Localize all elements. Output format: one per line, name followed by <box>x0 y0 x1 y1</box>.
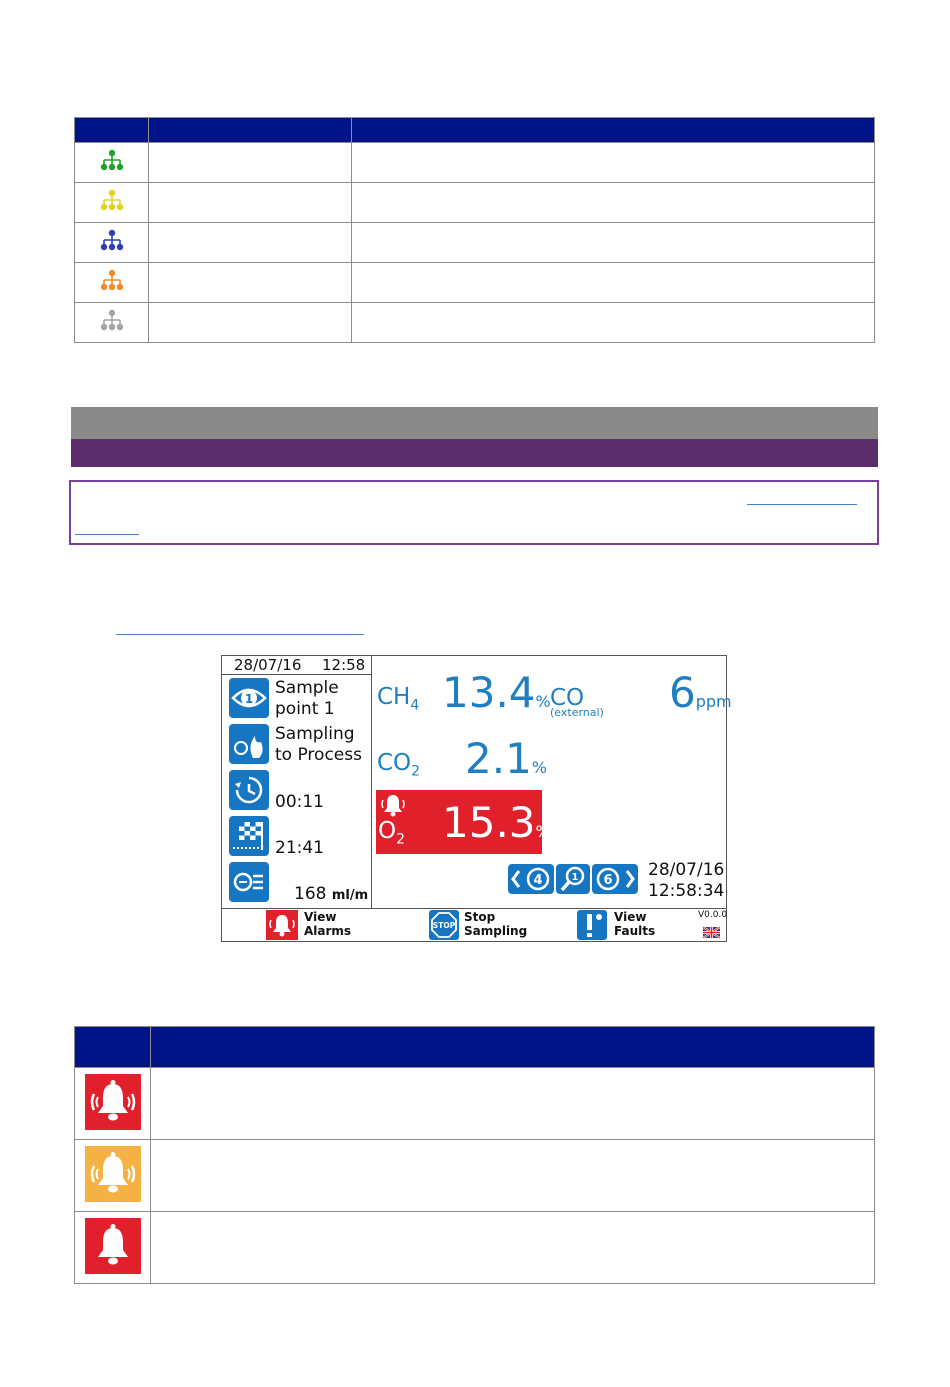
ch4-name: CH <box>377 684 411 710</box>
stop-sampling-icon-button[interactable] <box>429 910 459 940</box>
table-cell <box>352 303 875 343</box>
sample-point-line2: point 1 <box>275 699 335 719</box>
table-header-cell <box>149 118 352 143</box>
clock-date: 28/07/16 <box>648 860 725 880</box>
subsection-heading-bar <box>71 439 878 467</box>
table-cell <box>149 223 352 263</box>
icon-cell <box>75 1212 151 1284</box>
search-number: 1 <box>571 872 579 883</box>
mode-line1: Sampling <box>275 724 355 744</box>
table-row <box>75 1212 875 1284</box>
stop-sampling-line2: Sampling <box>464 924 528 938</box>
table-header-cell <box>75 118 149 143</box>
alarm-bell-ringing-icon <box>85 1146 141 1202</box>
stop-icon-text: STOP <box>432 921 456 930</box>
pump-flow-icon <box>229 862 269 902</box>
stop-sampling-button[interactable] <box>464 910 527 938</box>
icon-cell <box>75 183 149 223</box>
note-box <box>69 480 879 545</box>
o2-value: 15.3 <box>442 798 536 847</box>
cross-reference-link[interactable] <box>747 504 857 505</box>
network-icon <box>100 158 124 177</box>
ch4-reading <box>442 668 551 727</box>
icon-cell <box>75 303 149 343</box>
flow-number: 168 <box>294 884 327 904</box>
o2-name: O <box>378 818 397 844</box>
section-heading-bar <box>71 407 878 439</box>
icon-cell <box>75 263 149 303</box>
table-cell <box>352 263 875 303</box>
view-faults-line1: View <box>614 910 647 924</box>
table-header-row <box>75 118 875 143</box>
co2-label <box>377 750 420 780</box>
co2-value: 2.1 <box>465 734 532 783</box>
view-faults-button[interactable] <box>614 910 655 938</box>
o2-unit: % <box>535 822 551 841</box>
flow-unit: ml/m <box>331 888 369 903</box>
table-cell <box>352 183 875 223</box>
o2-reading <box>442 798 551 857</box>
table-row <box>75 183 875 223</box>
eye-icon <box>229 678 269 718</box>
o2-label <box>378 818 405 848</box>
prev-number: 4 <box>533 873 543 888</box>
screen-date: 28/07/16 <box>234 656 302 674</box>
co-label: CO <box>550 685 585 711</box>
alarm-icon-table <box>74 1026 875 1284</box>
view-alarms-icon-button[interactable] <box>266 910 298 940</box>
view-faults-line2: Faults <box>614 924 656 938</box>
o2-alarm-panel[interactable] <box>376 790 551 854</box>
view-alarms-button[interactable] <box>304 910 351 938</box>
next-point-button[interactable] <box>592 864 638 894</box>
sample-point-line1: Sample <box>275 678 339 698</box>
view-alarms-line2: Alarms <box>304 924 352 938</box>
table-row <box>75 263 875 303</box>
table-cell <box>151 1212 875 1284</box>
previous-point-button[interactable] <box>508 864 554 894</box>
co-reading <box>669 668 732 727</box>
table-cell <box>352 143 875 183</box>
sampling-mode-button[interactable] <box>229 724 269 764</box>
alarm-bell-ringing-icon <box>85 1074 141 1130</box>
table-cell <box>149 183 352 223</box>
co-qualifier: (external) <box>550 706 604 719</box>
chevron-left-icon <box>508 864 554 894</box>
firmware-version: V0.0.0 <box>698 910 728 920</box>
stop-sampling-line1: Stop <box>464 910 496 924</box>
table-row <box>75 223 875 263</box>
table-header-cell <box>151 1027 875 1068</box>
ch4-subscript: 4 <box>410 697 420 714</box>
magnifier-icon <box>556 864 590 894</box>
table-header-row <box>75 1027 875 1068</box>
divider <box>371 656 372 908</box>
o2-subscript: 2 <box>396 831 406 848</box>
divider <box>222 908 726 909</box>
co-unit: ppm <box>695 692 732 711</box>
table-row <box>75 303 875 343</box>
divider <box>222 674 371 675</box>
table-cell <box>149 263 352 303</box>
view-alarms-line1: View <box>304 910 337 924</box>
stop-sign-icon <box>429 910 459 940</box>
timer-button[interactable] <box>229 770 269 810</box>
view-faults-icon-button[interactable] <box>577 910 607 940</box>
flow-value <box>294 884 368 906</box>
cross-reference-link-continued[interactable] <box>75 534 139 535</box>
icon-cell <box>75 223 149 263</box>
finish-time-button[interactable] <box>229 816 269 856</box>
table-cell <box>151 1140 875 1212</box>
table-header-cell <box>352 118 875 143</box>
table-cell <box>149 143 352 183</box>
finish-flag-icon <box>229 816 269 856</box>
finish-time: 21:41 <box>275 838 324 858</box>
table-row <box>75 143 875 183</box>
search-point-button[interactable] <box>556 864 590 894</box>
network-icon <box>100 318 124 337</box>
ch4-unit: % <box>535 692 551 711</box>
network-status-table <box>74 117 875 343</box>
icon-cell <box>75 1140 151 1212</box>
network-icon <box>100 198 124 217</box>
alarm-bell-icon <box>85 1218 141 1274</box>
ch4-label <box>377 684 419 714</box>
co2-name: CO <box>377 750 412 776</box>
ch4-value: 13.4 <box>442 668 536 717</box>
icon-cell <box>75 143 149 183</box>
flow-button[interactable] <box>229 862 269 902</box>
icon-cell <box>75 1068 151 1140</box>
device-main-screen <box>221 655 732 942</box>
sample-point-button[interactable] <box>229 678 269 718</box>
table-row <box>75 1140 875 1212</box>
mode-line2: to Process <box>275 745 362 765</box>
co-value: 6 <box>669 668 696 717</box>
table-header-cell <box>75 1027 151 1068</box>
co2-subscript: 2 <box>411 763 421 780</box>
fault-exclamation-icon <box>577 910 607 940</box>
alarm-bell-ringing-icon <box>378 792 408 818</box>
screen-time: 12:58 <box>322 656 366 674</box>
chevron-right-icon <box>592 864 638 894</box>
uk-flag-icon[interactable] <box>703 923 720 934</box>
network-icon <box>100 238 124 257</box>
timer-icon <box>229 770 269 810</box>
network-icon <box>100 278 124 297</box>
elapsed-timer: 00:11 <box>275 792 324 812</box>
co2-unit: % <box>531 758 547 777</box>
clock-time: 12:58:34 <box>648 881 725 901</box>
table-cell <box>151 1068 875 1140</box>
figure-reference-link[interactable] <box>116 634 364 635</box>
co2-reading <box>465 734 547 793</box>
alarm-bell-ringing-icon <box>266 910 298 940</box>
svg-text:1: 1 <box>244 692 254 706</box>
table-cell <box>352 223 875 263</box>
table-row <box>75 1068 875 1140</box>
table-cell <box>149 303 352 343</box>
next-number: 6 <box>603 873 613 888</box>
process-flame-icon <box>229 724 269 764</box>
